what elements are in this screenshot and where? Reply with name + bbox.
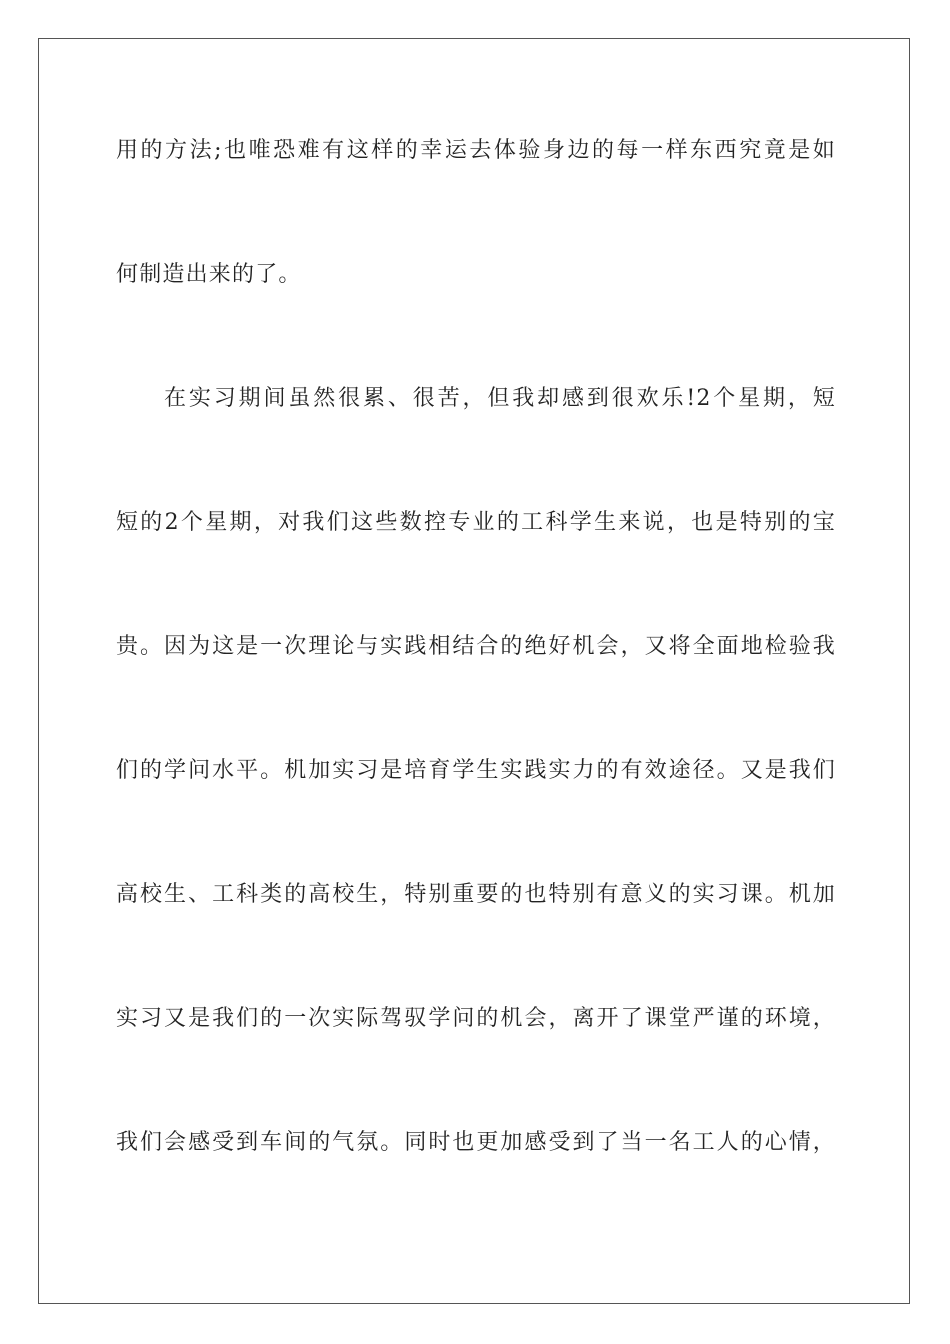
text-line-7: 高校生、工科类的高校生，特别重要的也特别有意义的实习课。机加 — [116, 882, 836, 907]
page-frame — [38, 38, 910, 1304]
text-line-2: 何制造出来的了。 — [116, 262, 302, 287]
text-line-9: 我们会感受到车间的气氛。同时也更加感受到了当一名工人的心情， — [116, 1130, 836, 1155]
text-line-8: 实习又是我们的一次实际驾驭学问的机会，离开了课堂严谨的环境， — [116, 1006, 836, 1031]
text-line-1: 用的方法;也唯恐难有这样的幸运去体验身边的每一样东西究竟是如 — [116, 138, 836, 163]
text-line-6: 们的学问水平。机加实习是培育学生实践实力的有效途径。又是我们 — [116, 758, 836, 783]
text-line-3: 在实习期间虽然很累、很苦，但我却感到很欢乐!2个星期，短 — [164, 386, 836, 411]
text-line-4: 短的2个星期，对我们这些数控专业的工科学生来说，也是特别的宝 — [116, 510, 836, 535]
text-line-5: 贵。因为这是一次理论与实践相结合的绝好机会，又将全面地检验我 — [116, 634, 836, 659]
